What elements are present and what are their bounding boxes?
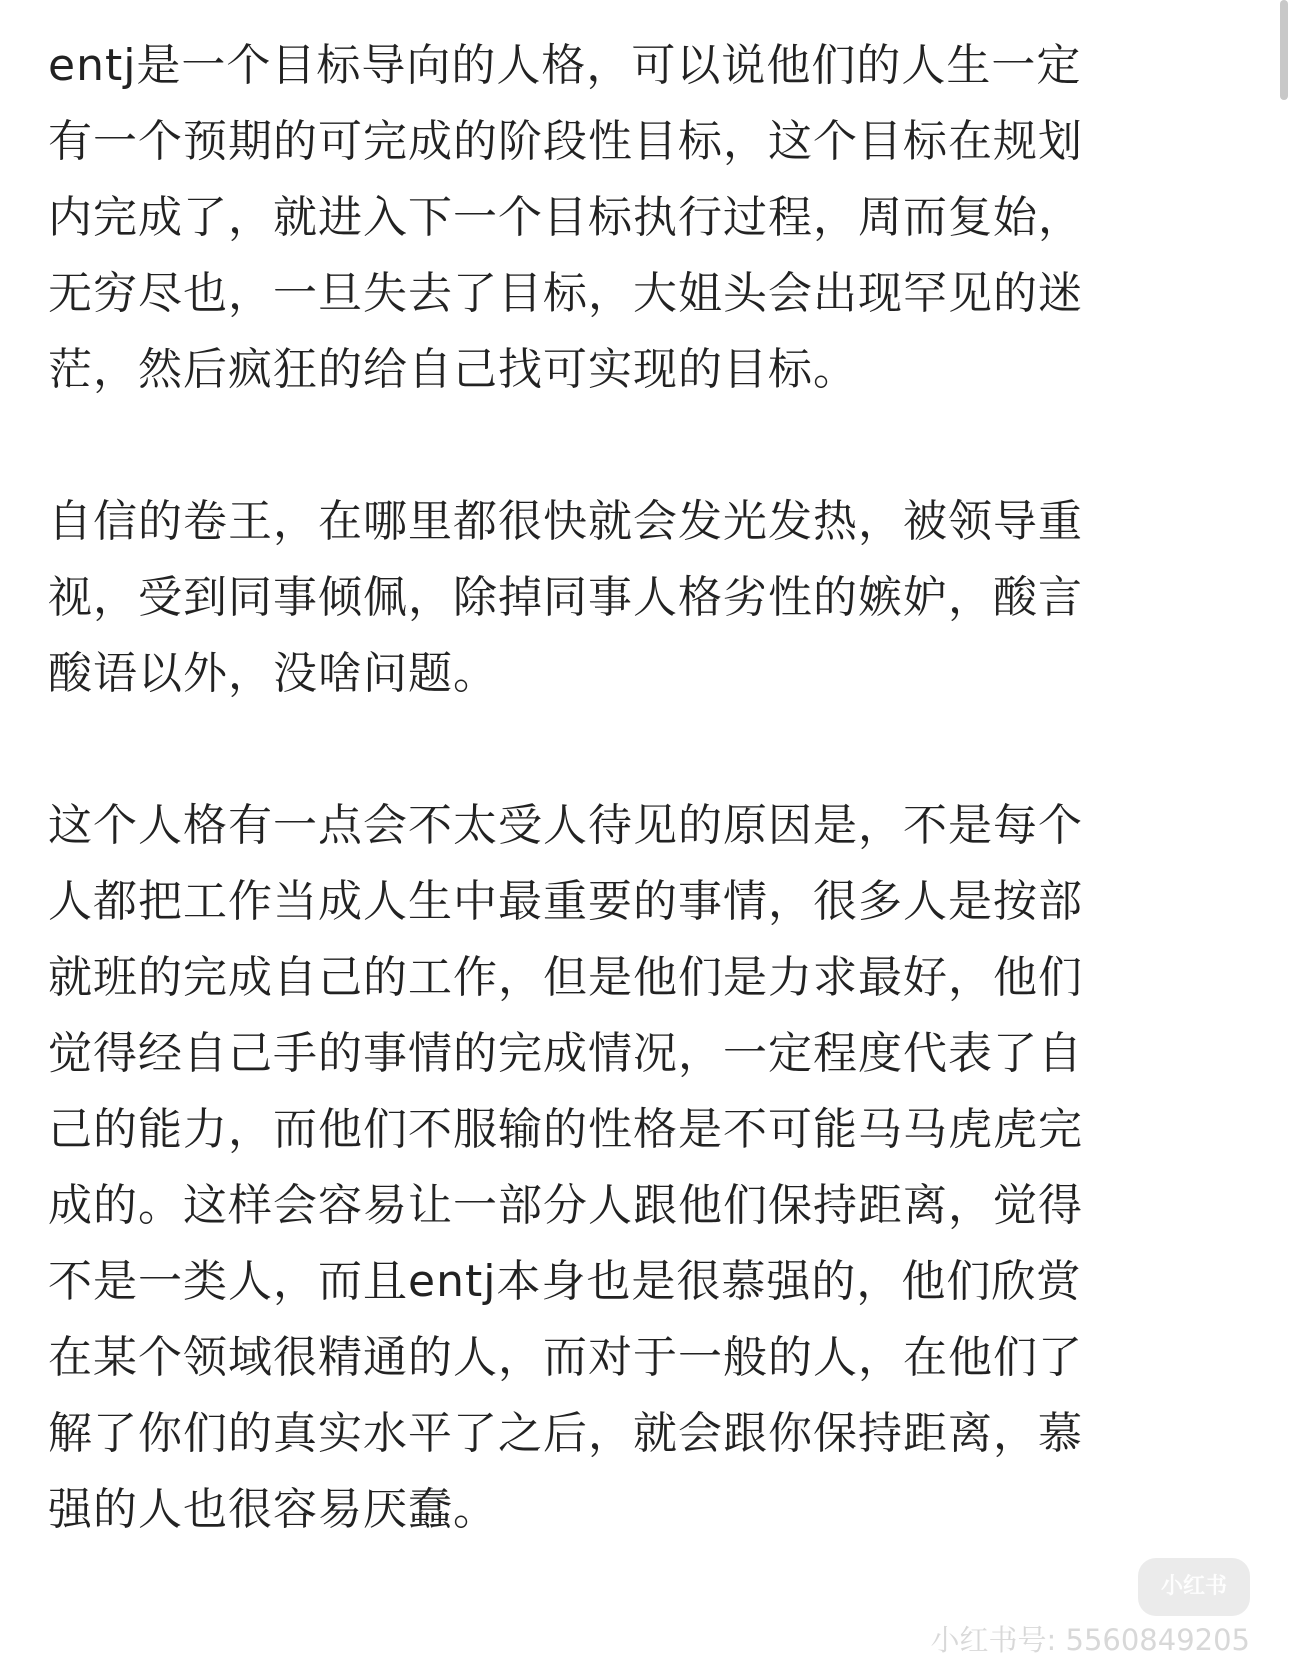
text-line: 茫，然后疯狂的给自己找可实现的目标。 bbox=[48, 344, 858, 395]
paragraph-confidence bbox=[48, 484, 1148, 712]
text-line: 内完成了，就进入下一个目标执行过程，周而复始， bbox=[48, 192, 1083, 243]
text-line: 成的。这样会容易让一部分人跟他们保持距离，觉得 bbox=[48, 1180, 1083, 1231]
text-line: entj是一个目标导向的人格，可以说他们的人生一定 bbox=[48, 40, 1082, 91]
text-line: 觉得经自己手的事情的完成情况，一定程度代表了自 bbox=[48, 1028, 1083, 1079]
text-line: 自信的卷王，在哪里都很快就会发光发热，被领导重 bbox=[48, 496, 1083, 547]
text-line: 不是一类人，而且entj本身也是很慕强的，他们欣赏 bbox=[48, 1256, 1082, 1307]
text-line: 视，受到同事倾佩，除掉同事人格劣性的嫉妒，酸言 bbox=[48, 572, 1083, 623]
watermark-user-id: 小红书号: 5560849205 bbox=[930, 1623, 1250, 1657]
scrollbar[interactable] bbox=[1280, 0, 1288, 100]
text-line: 酸语以外，没啥问题。 bbox=[48, 648, 498, 699]
text-line: 人都把工作当成人生中最重要的事情，很多人是按部 bbox=[48, 876, 1083, 927]
article-body bbox=[48, 28, 1148, 1548]
text-line: 强的人也很容易厌蠢。 bbox=[48, 1484, 498, 1535]
watermark-logo: 小红书 bbox=[1138, 1558, 1250, 1616]
text-line: 就班的完成自己的工作，但是他们是力求最好，他们 bbox=[48, 952, 1083, 1003]
paragraph-social-distance bbox=[48, 788, 1148, 1548]
paragraph-spacer bbox=[48, 712, 1148, 788]
text-line: 有一个预期的可完成的阶段性目标，这个目标在规划 bbox=[48, 116, 1083, 167]
text-line: 解了你们的真实水平了之后，就会跟你保持距离，慕 bbox=[48, 1408, 1083, 1459]
text-line: 己的能力，而他们不服输的性格是不可能马马虎虎完 bbox=[48, 1104, 1083, 1155]
text-line: 这个人格有一点会不太受人待见的原因是，不是每个 bbox=[48, 800, 1083, 851]
paragraph-spacer bbox=[48, 408, 1148, 484]
text-line: 在某个领域很精通的人，而对于一般的人，在他们了 bbox=[48, 1332, 1083, 1383]
paragraph-goal-oriented bbox=[48, 28, 1148, 408]
text-line: 无穷尽也，一旦失去了目标，大姐头会出现罕见的迷 bbox=[48, 268, 1083, 319]
